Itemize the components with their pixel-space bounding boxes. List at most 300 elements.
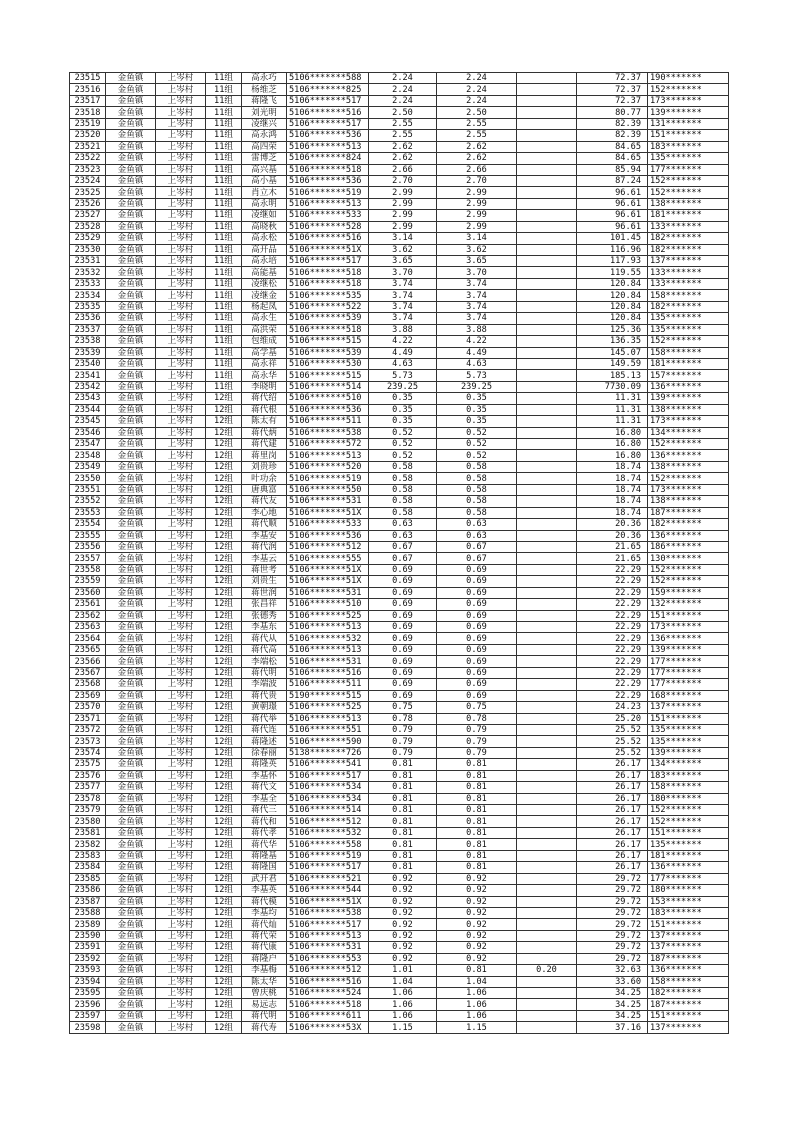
row-number: 23538 [70, 336, 106, 347]
town-cell: 金鱼镇 [106, 827, 156, 838]
id-number-cell: 5106*******536 [287, 175, 369, 186]
amount-cell: 34.25 [577, 988, 648, 999]
person-name-cell: 蒋代连 [242, 724, 287, 735]
person-name-cell: 蒋代明 [242, 667, 287, 678]
area-b-cell [517, 805, 577, 816]
village-cell: 上岑村 [156, 644, 206, 655]
table-row [70, 416, 729, 427]
group-cell: 12组 [206, 873, 242, 884]
group-cell: 11组 [206, 244, 242, 255]
area-total-cell: 0.92 [369, 942, 437, 953]
table-row [70, 496, 729, 507]
group-cell: 11组 [206, 141, 242, 152]
town-cell: 金鱼镇 [106, 233, 156, 244]
village-cell: 上岑村 [156, 965, 206, 976]
village-cell: 上岑村 [156, 313, 206, 324]
group-cell: 12组 [206, 679, 242, 690]
table-row [70, 553, 729, 564]
group-cell: 12组 [206, 1022, 242, 1033]
area-a-cell: 0.58 [437, 496, 517, 507]
table-row [70, 747, 729, 758]
amount-cell: 37.16 [577, 1022, 648, 1033]
amount-cell: 117.93 [577, 256, 648, 267]
group-cell: 12组 [206, 702, 242, 713]
area-total-cell: 3.14 [369, 233, 437, 244]
town-cell: 金鱼镇 [106, 153, 156, 164]
town-cell: 金鱼镇 [106, 530, 156, 541]
area-b-cell [517, 450, 577, 461]
row-number: 23574 [70, 747, 106, 758]
row-number: 23559 [70, 576, 106, 587]
id-number-cell: 5106*******513 [287, 450, 369, 461]
area-a-cell: 1.06 [437, 1010, 517, 1021]
id-number-cell: 5106*******512 [287, 965, 369, 976]
town-cell: 金鱼镇 [106, 656, 156, 667]
area-a-cell: 4.22 [437, 336, 517, 347]
phone-cell: 136******* [648, 381, 729, 392]
area-total-cell: 0.69 [369, 679, 437, 690]
phone-cell: 135******* [648, 313, 729, 324]
person-name-cell: 李端松 [242, 656, 287, 667]
amount-cell: 136.35 [577, 336, 648, 347]
area-a-cell: 0.35 [437, 404, 517, 415]
group-cell: 11组 [206, 278, 242, 289]
area-b-cell [517, 358, 577, 369]
area-total-cell: 0.35 [369, 393, 437, 404]
village-cell: 上岑村 [156, 301, 206, 312]
phone-cell: 182******* [648, 233, 729, 244]
area-a-cell: 0.92 [437, 885, 517, 896]
town-cell: 金鱼镇 [106, 427, 156, 438]
row-number: 23561 [70, 599, 106, 610]
village-cell: 上岑村 [156, 850, 206, 861]
phone-cell: 137******* [648, 942, 729, 953]
group-cell: 12组 [206, 805, 242, 816]
amount-cell: 11.31 [577, 393, 648, 404]
village-cell: 上岑村 [156, 198, 206, 209]
village-cell: 上岑村 [156, 896, 206, 907]
table-row [70, 919, 729, 930]
village-cell: 上岑村 [156, 747, 206, 758]
id-number-cell: 5106*******511 [287, 416, 369, 427]
table-row [70, 507, 729, 518]
area-b-cell [517, 301, 577, 312]
town-cell: 金鱼镇 [106, 336, 156, 347]
row-number: 23569 [70, 690, 106, 701]
row-number: 23572 [70, 724, 106, 735]
table-row [70, 301, 729, 312]
group-cell: 12组 [206, 839, 242, 850]
area-a-cell: 2.24 [437, 95, 517, 106]
table-row [70, 610, 729, 621]
table-row [70, 690, 729, 701]
table-row [70, 862, 729, 873]
area-total-cell: 1.15 [369, 1022, 437, 1033]
id-number-cell: 5106*******531 [287, 587, 369, 598]
town-cell: 金鱼镇 [106, 347, 156, 358]
area-b-cell [517, 107, 577, 118]
village-cell: 上岑村 [156, 164, 206, 175]
phone-cell: 190******* [648, 73, 729, 84]
table-row [70, 141, 729, 152]
phone-cell: 168******* [648, 690, 729, 701]
person-name-cell: 李基安 [242, 530, 287, 541]
area-a-cell: 2.24 [437, 73, 517, 84]
village-cell: 上岑村 [156, 404, 206, 415]
amount-cell: 29.72 [577, 907, 648, 918]
area-b-cell [517, 313, 577, 324]
phone-cell: 134******* [648, 427, 729, 438]
area-total-cell: 0.69 [369, 656, 437, 667]
area-total-cell: 2.24 [369, 95, 437, 106]
id-number-cell: 5106*******524 [287, 988, 369, 999]
person-name-cell: 蒋隆国 [242, 862, 287, 873]
phone-cell: 153******* [648, 896, 729, 907]
amount-cell: 34.25 [577, 999, 648, 1010]
id-number-cell: 5106*******517 [287, 770, 369, 781]
town-cell: 金鱼镇 [106, 713, 156, 724]
phone-cell: 151******* [648, 1010, 729, 1021]
area-a-cell: 0.81 [437, 805, 517, 816]
area-a-cell: 0.63 [437, 519, 517, 530]
group-cell: 11组 [206, 370, 242, 381]
town-cell: 金鱼镇 [106, 793, 156, 804]
table-row [70, 724, 729, 735]
id-number-cell: 5106*******536 [287, 130, 369, 141]
amount-cell: 120.84 [577, 301, 648, 312]
village-cell: 上岑村 [156, 278, 206, 289]
phone-cell: 182******* [648, 519, 729, 530]
row-number: 23526 [70, 198, 106, 209]
person-name-cell: 李基均 [242, 907, 287, 918]
person-name-cell: 蒋隆户 [242, 953, 287, 964]
area-b-cell [517, 221, 577, 232]
area-a-cell: 0.92 [437, 942, 517, 953]
village-cell: 上岑村 [156, 679, 206, 690]
area-total-cell: 0.92 [369, 930, 437, 941]
table-row [70, 118, 729, 129]
id-number-cell: 5106*******528 [287, 221, 369, 232]
table-row [70, 644, 729, 655]
area-b-cell [517, 839, 577, 850]
area-total-cell: 0.69 [369, 587, 437, 598]
row-number: 23521 [70, 141, 106, 152]
group-cell: 12组 [206, 564, 242, 575]
area-b-cell [517, 427, 577, 438]
area-total-cell: 2.55 [369, 130, 437, 141]
town-cell: 金鱼镇 [106, 210, 156, 221]
area-b-cell [517, 576, 577, 587]
row-number: 23579 [70, 805, 106, 816]
area-total-cell: 1.06 [369, 1010, 437, 1021]
id-number-cell: 5106*******515 [287, 370, 369, 381]
area-a-cell: 3.74 [437, 290, 517, 301]
area-total-cell: 0.81 [369, 793, 437, 804]
village-cell: 上岑村 [156, 210, 206, 221]
town-cell: 金鱼镇 [106, 805, 156, 816]
table-row [70, 450, 729, 461]
row-number: 23581 [70, 827, 106, 838]
row-number: 23580 [70, 816, 106, 827]
table-row [70, 576, 729, 587]
village-cell: 上岑村 [156, 564, 206, 575]
area-total-cell: 0.75 [369, 702, 437, 713]
area-a-cell: 3.62 [437, 244, 517, 255]
group-cell: 12组 [206, 576, 242, 587]
village-cell: 上岑村 [156, 267, 206, 278]
person-name-cell: 杨起凤 [242, 301, 287, 312]
table-row [70, 850, 729, 861]
village-cell: 上岑村 [156, 667, 206, 678]
town-cell: 金鱼镇 [106, 930, 156, 941]
person-name-cell: 蒋代孝 [242, 827, 287, 838]
id-number-cell: 5106*******531 [287, 656, 369, 667]
village-cell: 上岑村 [156, 782, 206, 793]
area-a-cell: 0.52 [437, 439, 517, 450]
row-number: 23552 [70, 496, 106, 507]
id-number-cell: 5106*******539 [287, 347, 369, 358]
phone-cell: 182******* [648, 301, 729, 312]
village-cell: 上岑村 [156, 153, 206, 164]
area-a-cell: 2.55 [437, 130, 517, 141]
town-cell: 金鱼镇 [106, 95, 156, 106]
amount-cell: 22.29 [577, 564, 648, 575]
id-number-cell: 5106*******518 [287, 278, 369, 289]
town-cell: 金鱼镇 [106, 633, 156, 644]
area-b-cell [517, 153, 577, 164]
area-b-cell [517, 496, 577, 507]
table-row [70, 805, 729, 816]
phone-cell: 180******* [648, 793, 729, 804]
area-a-cell: 3.74 [437, 313, 517, 324]
table-row [70, 347, 729, 358]
area-b-cell [517, 976, 577, 987]
amount-cell: 25.52 [577, 747, 648, 758]
id-number-cell: 5106*******555 [287, 553, 369, 564]
area-a-cell: 0.58 [437, 507, 517, 518]
village-cell: 上岑村 [156, 187, 206, 198]
town-cell: 金鱼镇 [106, 667, 156, 678]
id-number-cell: 5190*******515 [287, 690, 369, 701]
area-a-cell: 0.35 [437, 416, 517, 427]
village-cell: 上岑村 [156, 347, 206, 358]
area-b-cell [517, 73, 577, 84]
town-cell: 金鱼镇 [106, 747, 156, 758]
person-name-cell: 蒋隆英 [242, 759, 287, 770]
area-a-cell: 0.81 [437, 850, 517, 861]
phone-cell: 180******* [648, 885, 729, 896]
amount-cell: 84.65 [577, 153, 648, 164]
phone-cell: 173******* [648, 484, 729, 495]
id-number-cell: 5106*******514 [287, 805, 369, 816]
town-cell: 金鱼镇 [106, 976, 156, 987]
area-total-cell: 2.62 [369, 141, 437, 152]
town-cell: 金鱼镇 [106, 610, 156, 621]
phone-cell: 177******* [648, 656, 729, 667]
person-name-cell: 蒋代建 [242, 439, 287, 450]
row-number: 23582 [70, 839, 106, 850]
area-total-cell: 0.69 [369, 644, 437, 655]
area-b-cell [517, 690, 577, 701]
group-cell: 11组 [206, 95, 242, 106]
village-cell: 上岑村 [156, 839, 206, 850]
area-b-cell [517, 95, 577, 106]
village-cell: 上岑村 [156, 610, 206, 621]
id-number-cell: 5106*******530 [287, 358, 369, 369]
town-cell: 金鱼镇 [106, 496, 156, 507]
person-name-cell: 蒋代贵 [242, 690, 287, 701]
area-total-cell: 0.92 [369, 873, 437, 884]
town-cell: 金鱼镇 [106, 221, 156, 232]
town-cell: 金鱼镇 [106, 118, 156, 129]
town-cell: 金鱼镇 [106, 290, 156, 301]
id-number-cell: 5106*******51X [287, 507, 369, 518]
group-cell: 12组 [206, 610, 242, 621]
table-row [70, 599, 729, 610]
group-cell: 12组 [206, 770, 242, 781]
town-cell: 金鱼镇 [106, 267, 156, 278]
data-table [69, 72, 729, 1034]
row-number: 23557 [70, 553, 106, 564]
area-a-cell: 1.06 [437, 999, 517, 1010]
area-b-cell [517, 873, 577, 884]
area-total-cell: 0.81 [369, 759, 437, 770]
village-cell: 上岑村 [156, 484, 206, 495]
area-a-cell: 0.69 [437, 622, 517, 633]
id-number-cell: 5106*******513 [287, 930, 369, 941]
village-cell: 上岑村 [156, 507, 206, 518]
row-number: 23519 [70, 118, 106, 129]
person-name-cell: 蒋代高 [242, 644, 287, 655]
phone-cell: 151******* [648, 827, 729, 838]
area-a-cell: 0.35 [437, 393, 517, 404]
id-number-cell: 5106*******516 [287, 107, 369, 118]
table-row [70, 988, 729, 999]
village-cell: 上岑村 [156, 496, 206, 507]
row-number: 23555 [70, 530, 106, 541]
amount-cell: 29.72 [577, 896, 648, 907]
table-row [70, 953, 729, 964]
area-b-cell: 0.20 [517, 965, 577, 976]
id-number-cell: 5106*******536 [287, 530, 369, 541]
person-name-cell: 叶功余 [242, 473, 287, 484]
amount-cell: 26.17 [577, 793, 648, 804]
area-total-cell: 2.99 [369, 210, 437, 221]
village-cell: 上岑村 [156, 221, 206, 232]
area-b-cell [517, 850, 577, 861]
phone-cell: 139******* [648, 393, 729, 404]
town-cell: 金鱼镇 [106, 553, 156, 564]
area-a-cell: 0.69 [437, 564, 517, 575]
phone-cell: 135******* [648, 153, 729, 164]
area-b-cell [517, 988, 577, 999]
table-row [70, 1022, 729, 1033]
person-name-cell: 蒋隆述 [242, 736, 287, 747]
row-number: 23565 [70, 644, 106, 655]
area-b-cell [517, 324, 577, 335]
area-total-cell: 0.35 [369, 416, 437, 427]
person-name-cell: 蒋里岗 [242, 450, 287, 461]
area-a-cell: 0.81 [437, 759, 517, 770]
group-cell: 11组 [206, 130, 242, 141]
area-a-cell: 0.58 [437, 461, 517, 472]
person-name-cell: 高四荣 [242, 141, 287, 152]
person-name-cell: 李端波 [242, 679, 287, 690]
amount-cell: 82.39 [577, 130, 648, 141]
amount-cell: 18.74 [577, 473, 648, 484]
area-a-cell: 0.81 [437, 827, 517, 838]
phone-cell: 173******* [648, 622, 729, 633]
area-b-cell [517, 736, 577, 747]
area-a-cell: 0.67 [437, 541, 517, 552]
table-row [70, 233, 729, 244]
area-a-cell: 4.63 [437, 358, 517, 369]
person-name-cell: 李基全 [242, 793, 287, 804]
group-cell: 12组 [206, 530, 242, 541]
group-cell: 12组 [206, 885, 242, 896]
person-name-cell: 武开君 [242, 873, 287, 884]
area-b-cell [517, 175, 577, 186]
person-name-cell: 高永松 [242, 233, 287, 244]
area-b-cell [517, 667, 577, 678]
person-name-cell: 曾庆桃 [242, 988, 287, 999]
area-total-cell: 3.65 [369, 256, 437, 267]
area-b-cell [517, 393, 577, 404]
area-b-cell [517, 827, 577, 838]
village-cell: 上岑村 [156, 907, 206, 918]
town-cell: 金鱼镇 [106, 130, 156, 141]
group-cell: 11组 [206, 347, 242, 358]
person-name-cell: 蒋隆基 [242, 850, 287, 861]
area-a-cell: 0.58 [437, 484, 517, 495]
row-number: 23528 [70, 221, 106, 232]
row-number: 23594 [70, 976, 106, 987]
row-number: 23531 [70, 256, 106, 267]
town-cell: 金鱼镇 [106, 175, 156, 186]
group-cell: 12组 [206, 942, 242, 953]
amount-cell: 22.29 [577, 622, 648, 633]
group-cell: 12组 [206, 599, 242, 610]
village-cell: 上岑村 [156, 175, 206, 186]
phone-cell: 136******* [648, 633, 729, 644]
group-cell: 11组 [206, 336, 242, 347]
town-cell: 金鱼镇 [106, 679, 156, 690]
id-number-cell: 5106*******512 [287, 816, 369, 827]
group-cell: 12组 [206, 473, 242, 484]
phone-cell: 139******* [648, 107, 729, 118]
area-a-cell: 2.99 [437, 210, 517, 221]
id-number-cell: 5106*******525 [287, 702, 369, 713]
area-b-cell [517, 233, 577, 244]
amount-cell: 26.17 [577, 827, 648, 838]
person-name-cell: 凌继金 [242, 290, 287, 301]
table-row [70, 393, 729, 404]
id-number-cell: 5106*******51X [287, 896, 369, 907]
table-row [70, 404, 729, 415]
amount-cell: 22.29 [577, 610, 648, 621]
area-b-cell [517, 210, 577, 221]
amount-cell: 29.72 [577, 873, 648, 884]
group-cell: 12组 [206, 690, 242, 701]
row-number: 23584 [70, 862, 106, 873]
phone-cell: 133******* [648, 267, 729, 278]
table-row [70, 358, 729, 369]
id-number-cell: 5106*******611 [287, 1010, 369, 1021]
row-number: 23534 [70, 290, 106, 301]
area-b-cell [517, 256, 577, 267]
person-name-cell: 蒋代炳 [242, 427, 287, 438]
row-number: 23563 [70, 622, 106, 633]
